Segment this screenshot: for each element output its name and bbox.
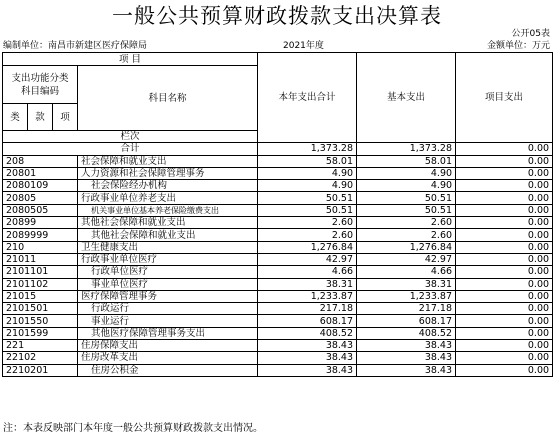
row-total: 38.43 <box>258 364 357 376</box>
row-basic: 2.60 <box>357 229 456 241</box>
subject-code: 20805 <box>3 192 78 204</box>
subject-code: 2101599 <box>3 327 78 339</box>
header-basic: 基本支出 <box>357 53 456 143</box>
subject-code: 221 <box>3 340 78 352</box>
row-project: 0.00 <box>456 303 553 315</box>
table-row <box>3 278 553 290</box>
subject-name: 机关事业单位基本养老保险缴费支出 <box>78 204 258 216</box>
subject-name: 卫生健康支出 <box>78 241 258 253</box>
subject-name: 行政事业单位养老支出 <box>78 192 258 204</box>
subject-name: 行政事业单位医疗 <box>78 253 258 265</box>
table-row <box>3 180 553 192</box>
row-total: 58.01 <box>258 155 357 167</box>
header-project-expense: 项目支出 <box>456 53 553 143</box>
header-xiang: 项 <box>53 104 78 131</box>
row-basic: 38.43 <box>357 364 456 376</box>
row-project: 0.00 <box>456 315 553 327</box>
row-basic: 4.66 <box>357 266 456 278</box>
row-total: 217.18 <box>258 303 357 315</box>
subject-name: 人力资源和社会保障管理事务 <box>78 167 258 179</box>
row-basic: 2.60 <box>357 217 456 229</box>
row-basic: 408.52 <box>357 327 456 339</box>
row-project: 0.00 <box>456 217 553 229</box>
row-project: 0.00 <box>456 155 553 167</box>
subject-name: 社会保障和就业支出 <box>78 155 258 167</box>
row-project: 0.00 <box>456 253 553 265</box>
report-title: 一般公共预算财政拨款支出决算表 <box>112 4 442 28</box>
subject-code: 20899 <box>3 217 78 229</box>
subject-name: 其他社会保障和就业支出 <box>78 229 258 241</box>
subject-name: 其他医疗保障管理事务支出 <box>78 327 258 339</box>
row-total: 38.31 <box>258 278 357 290</box>
table-row <box>3 352 553 364</box>
subject-code: 22102 <box>3 352 78 364</box>
header-project: 项 目 <box>3 53 258 66</box>
table-row <box>3 217 553 229</box>
row-project: 0.00 <box>456 241 553 253</box>
row-project: 0.00 <box>456 167 553 179</box>
table-row <box>3 253 553 265</box>
row-project: 0.00 <box>456 340 553 352</box>
total-amount: 1,373.28 <box>258 143 357 155</box>
row-basic: 38.43 <box>357 340 456 352</box>
row-basic: 1,233.87 <box>357 290 456 302</box>
subject-code: 2101550 <box>3 315 78 327</box>
row-total: 38.43 <box>258 340 357 352</box>
subject-name: 住房公积金 <box>78 364 258 376</box>
total-label: 合计 <box>3 143 258 155</box>
subject-name: 事业运行 <box>78 315 258 327</box>
subject-code: 21015 <box>3 290 78 302</box>
subject-code: 2080109 <box>3 180 78 192</box>
row-total: 42.97 <box>258 253 357 265</box>
subject-code: 2101101 <box>3 266 78 278</box>
row-project: 0.00 <box>456 352 553 364</box>
row-project: 0.00 <box>456 290 553 302</box>
row-basic: 4.90 <box>357 167 456 179</box>
table-row <box>3 167 553 179</box>
row-basic: 58.01 <box>357 155 456 167</box>
row-total: 1,276.84 <box>258 241 357 253</box>
row-total: 608.17 <box>258 315 357 327</box>
table-row <box>3 204 553 216</box>
subject-name: 社会保险经办机构 <box>78 180 258 192</box>
row-basic: 217.18 <box>357 303 456 315</box>
subject-code: 21011 <box>3 253 78 265</box>
row-total: 2.60 <box>258 229 357 241</box>
row-project: 0.00 <box>456 204 553 216</box>
subject-name: 医疗保障管理事务 <box>78 290 258 302</box>
compiling-unit: 编制单位：南昌市新建区医疗保障局 <box>3 41 148 51</box>
table-row <box>3 303 553 315</box>
form-number: 公开05表 <box>511 29 550 39</box>
row-project: 0.00 <box>456 364 553 376</box>
row-total: 408.52 <box>258 327 357 339</box>
subject-code: 2080505 <box>3 204 78 216</box>
row-total: 38.43 <box>258 352 357 364</box>
row-project: 0.00 <box>456 266 553 278</box>
row-basic: 38.43 <box>357 352 456 364</box>
footnote: 注：本表反映部门本年度一般公共预算财政拨款支出情况。 <box>3 423 263 434</box>
total-basic: 1,373.28 <box>357 143 456 155</box>
row-project: 0.00 <box>456 278 553 290</box>
fiscal-year: 2021年度 <box>283 41 324 51</box>
row-project: 0.00 <box>456 180 553 192</box>
subject-code: 210 <box>3 241 78 253</box>
table-row <box>3 315 553 327</box>
expenditure-table <box>2 52 553 377</box>
total-project: 0.00 <box>456 143 553 155</box>
table-row <box>3 266 553 278</box>
table-row <box>3 155 553 167</box>
row-total: 4.90 <box>258 167 357 179</box>
currency-unit: 金额单位：万元 <box>486 41 550 51</box>
row-basic: 608.17 <box>357 315 456 327</box>
table-row <box>3 241 553 253</box>
subject-code: 208 <box>3 155 78 167</box>
row-basic: 50.51 <box>357 204 456 216</box>
row-basic: 50.51 <box>357 192 456 204</box>
header-total: 本年支出合计 <box>258 53 357 143</box>
row-total: 1,233.87 <box>258 290 357 302</box>
subject-name: 行政运行 <box>78 303 258 315</box>
row-project: 0.00 <box>456 327 553 339</box>
table-row <box>3 290 553 302</box>
row-basic: 1,276.84 <box>357 241 456 253</box>
row-total: 4.66 <box>258 266 357 278</box>
row-basic: 38.31 <box>357 278 456 290</box>
table-row <box>3 229 553 241</box>
subject-name: 住房改革支出 <box>78 352 258 364</box>
subject-code: 20801 <box>3 167 78 179</box>
table-row <box>3 327 553 339</box>
lanci-label: 栏次 <box>3 131 258 143</box>
row-project: 0.00 <box>456 229 553 241</box>
subject-name: 住房保障支出 <box>78 340 258 352</box>
row-total: 50.51 <box>258 192 357 204</box>
table-row <box>3 364 553 376</box>
row-total: 50.51 <box>258 204 357 216</box>
subject-code: 2210201 <box>3 364 78 376</box>
table-row <box>3 192 553 204</box>
header-subject-name: 科目名称 <box>78 66 258 131</box>
row-basic: 42.97 <box>357 253 456 265</box>
header-kuan: 款 <box>28 104 53 131</box>
table-row <box>3 340 553 352</box>
subject-code: 2101501 <box>3 303 78 315</box>
subject-code: 2089999 <box>3 229 78 241</box>
row-project: 0.00 <box>456 192 553 204</box>
header-func-code: 支出功能分类 科目编码 <box>3 66 78 104</box>
subject-code: 2101102 <box>3 278 78 290</box>
subject-name: 其他社会保障和就业支出 <box>78 217 258 229</box>
row-basic: 4.90 <box>357 180 456 192</box>
header-lei: 类 <box>3 104 28 131</box>
row-total: 4.90 <box>258 180 357 192</box>
subject-name: 行政单位医疗 <box>78 266 258 278</box>
subject-name: 事业单位医疗 <box>78 278 258 290</box>
row-total: 2.60 <box>258 217 357 229</box>
